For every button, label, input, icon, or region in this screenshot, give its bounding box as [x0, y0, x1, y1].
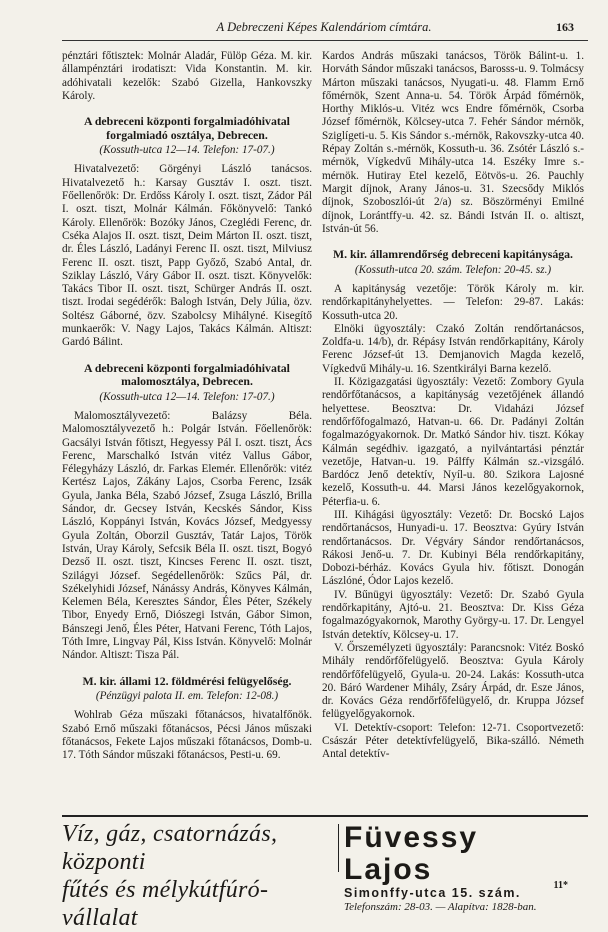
ad-slogan-line-1: Víz, gáz, csatornázás, központi	[62, 821, 278, 875]
running-head	[60, 20, 588, 38]
section-subtitle: (Kossuth-utca 12—14. Telefon: 17-07.)	[99, 390, 275, 403]
section-subtitle: (Pénzügyi palota II. em. Telefon: 12-08.)	[95, 690, 279, 703]
section-title: A debreceni központi forgalmiadóhivatal malomosztálya, Debrecen.	[84, 360, 290, 389]
section-paragraph: V. Őrszemélyzeti ügyosztály: Parancsnok: Vitéz Boskó Mihály rendőrfőfelügyelő. Beosztva: Gyula Károly rendőrfőfelügyelő, Gyula-u. 20-24. Lakás: Kossuth-utca 20. Báró Wardener Mihály, Zsáry Árpád, dr. Esze János, dr. Kovács Géza rendőrfőfelügyelő, dr. Kruppa József felügyelőgyakornok.	[322, 641, 584, 721]
section-paragraph: Elnöki ügyosztály: Czakó Zoltán rendőrtanácsos, Zoldfa-u. 14/b), dr. Répásy István rendőrkapitány, Károly Ferenc József-út 13. Demjanovich Magda kezelő, Vígkedvű Mihály-u. 16. Szentkirályi Barna kezelő.	[322, 322, 584, 375]
left-column	[62, 50, 312, 763]
ad-company-name: Füvessy Lajos	[344, 821, 479, 886]
section-title: M. kir. állami 12. földmérési felügyelőség.	[82, 673, 292, 688]
section-paragraph: IV. Bűnügyi ügyosztály: Vezető: Dr. Szabó Gyula rendőrkapitány, Ajtó-u. 21. Beosztva: Dr. Kiss Géza fogalmazógyakornok, Marothy György-u. 17. Dr. Lengyel István detektív, Kölcsey-u. 17.	[322, 588, 584, 641]
ad-phone: Telefonszám: 28-03. — Alapítva: 1828-ban.	[344, 901, 537, 913]
section-body: Hivatalvezető: Görgényi László tanácsos. Hivatalvezető h.: Karsay Gusztáv I. oszt. tiszt. Főellenőrök: Dr. Erdőss Károly I. oszt. tiszt, Zádor Pál I. oszt. tiszt, Molnár Kálmán. Főkönyvelő: Tankó Károly. Ellenőrök: Bozóky János, Czeglédi Ferenc, dr. Cséka Alajos II. oszt. tiszt, Deim Márton II. oszt. tiszt, dr. Éles László, Ladányi Ferenc II. oszt. tiszt, Milviusz Ferenc II. oszt. tiszt, Papp Győző, Szabó Antal, dr. Sziklay László, Váry Gábor II. oszt. tiszt. Könyvelők: Takács Tibor II. oszt. tiszt, Schürger András II. oszt. tiszt. Irodai segédérők: Balogh István, Dely Júlia, özv. Soltész Gáborné, özv. Szabolcsy Mihályné. Kisegítő munkaerők: V. Nagy Lajos, Takács Kálmán. Altiszt: Gardó Bálint.	[62, 163, 312, 349]
printer-signature: 11*	[553, 880, 568, 891]
ad-slogan-line-2: fűtés és mélykútfúró-vállalat	[62, 877, 269, 931]
running-head-title: A Debreczeni Képes Kalendáriom címtára.	[216, 20, 432, 34]
section-paragraph: VI. Detektív-csoport: Telefon: 12-71. Csoportvezető: Császár Péter detektívfelügyelő, Bika-szálló. Németh Antal detektív-	[322, 721, 584, 761]
right-intro-paragraph: Kardos András műszaki tanácsos, Török Bálint-u. 1. Horváth Sándor műszaki tanácsos, Barosss-u. 9. Tolmácsy Márton műszaki tanácsos, Nyugati-u. 48. Flamm Ernő főmérnök, Szent Anna-u. 54. Török Árpád főmérnök, Horthy Miklós-u. Vitéz wcs Endre főmérnök, Csorba József főmérnök, Kölcsey-utca 7. Fehér Sándor mérnök, Sziglígeti-u. 5. Kis Sándor s.-mérnök, Rakovszky-utca 40. Répay Zoltán s.-mérnök, Kossuth-u. 36. Zsótér László s.-mérnök, Vígkedvű Mihály-utca 14. Eszéky Imre s.-mérnök. Hutiray Etel kezelő, Eötvös-u. 26. Pauchly Margit díjnok, Arany János-u. 31. Szecsődy Miklós díjnok, Szoboszlói-út 2/a) sz. Böszörményi Emilné díjnok, Lorántffy-u. 42. sz. Bándi István II. o. altiszt, István-út 56.	[322, 50, 584, 235]
ad-divider	[338, 824, 339, 872]
right-column	[322, 50, 584, 762]
section-title: M. kir. államrendőrség debreceni kapitánysága.	[333, 247, 573, 262]
section-paragraph: A kapitányság vezetője: Török Károly m. kir. rendőrkapitányhelyettes. — Telefon: 29-87. Lakás: Kossuth-utca 20.	[322, 282, 584, 322]
section-title: A debreceni központi forgalmiadóhivatal forgalmiadó osztálya, Debrecen.	[84, 114, 290, 142]
header-rule	[62, 40, 588, 41]
section-subtitle: (Kossuth-utca 20. szám. Telefon: 20-45. sz.)	[354, 263, 552, 276]
section-paragraph: II. Közigazgatási ügyosztály: Vezető: Zombory Gyula rendőrfőtanácsos, a kapitányság vezetőjének állandó helyettese. Beosztva: Dr. Vidaházi József rendőrfőfogalmazó, Hatvan-u. 66. Dr. Padányi Zoltán fogalmazógyakornok. Dr. Matkó Sándor hiv. tiszt. Kókay Kálmán segédhiv. igazgató, a nyilvántartási pénztár vezetője, Hatvan-u. 19. Pálffy Kálmán sz.-vizsgáló. Bardócz Jenő detektív, Nyíl-u. 80. Szikora Lajosné kezelő, Kossuth-u. 44. Marsi János kezelőgyakornok, Péterfia-u. 6.	[322, 376, 584, 508]
left-intro-paragraph: pénztári főtisztek: Molnár Aladár, Fülöp Géza. M. kir. állampénztári irodatiszt: Vida Konstantin. M. kir. adóhivatali kezelők: Szabó Gizella, Hankovszky Károly.	[62, 50, 312, 102]
advertisement-rule	[62, 815, 588, 817]
ad-company-block	[344, 822, 576, 913]
section-paragraph: III. Kihágási ügyosztály: Vezető: Dr. Bocskó Lajos rendőrtanácsos, Hunyadi-u. 17. Beosztva: Gyúry István rendőrtanácsos. Dr. Végváry Sándor rendőrtanácsos, Rákosi Jenő-u. 7. Dr. Kubinyi Béla rendőrkapitány, Dobozi-bérház. Kovács Gyula hiv. főtiszt. Donogán Lászlóné, Ódor Lajos kezelő.	[322, 509, 584, 588]
page-number: 163	[556, 20, 574, 34]
section-subtitle: (Kossuth-utca 12—14. Telefon: 17-07.)	[99, 144, 275, 157]
section-body: Wohlrab Géza műszaki főtanácsos, hivatalfőnök. Szabó Ernő műszaki főtanácsos, Pécsi János műszaki főtanácsos, Fekete Lajos műszaki főtanácsos, Domb-u. 17. Tóth Sándor műszaki főtanácsos, Pesti-u. 69.	[62, 709, 312, 762]
ad-slogan	[62, 820, 332, 932]
ad-address: Simonffy-utca 15. szám.	[344, 886, 521, 900]
section-body: Malomosztályvezető: Balázsy Béla. Malomosztályvezető h.: Polgár István. Főellenőrök: Gacsályi István főtiszt, Hegyessy Pál I. oszt. tiszt, Ács Ferenc, Marschalkó István vitéz Vallus Gábor, Félegyházy László, dr. Farkas Elemér. Ellenőrök: vitéz Kertész Lajos, Zákány Lajos, Csorba Ferenc, Izsák Gyula, Janka Béla, Szabó József, Zsuga László, Brilla Sándor, dr. Gecsey István, Kecskés Sándor, Kiss László, Koppányi István, Kovács József, Medgyessy Gyula Zoltán, Oborzil Gusztáv, Tatár Lajos, Török István, Uray Károly, Sefcsik Béla II. oszt. tiszt, Bogyó Dezső II. oszt. tiszt, Kincses Ferenc II. oszt. tiszt, Szilágyi József. Segédellenőrök: Szűcs Pál, dr. Székelyhidi József, Nánássy András, Könyves Kálmán, Kelemen Béla, Keresztes Sándor, Éles Péter, Székely Tibor, Enyedy Ernő, Diószegi István, Gábor Simon, Bánszegi Jenő, Éles Péter, Hatvani Ferenc, Tóth Lajos, Tóth Imre, Lingvay Pál, Kiss István. Könyvelő: Molnár Nándor. Altiszt: Tisza Pál.	[62, 409, 312, 662]
